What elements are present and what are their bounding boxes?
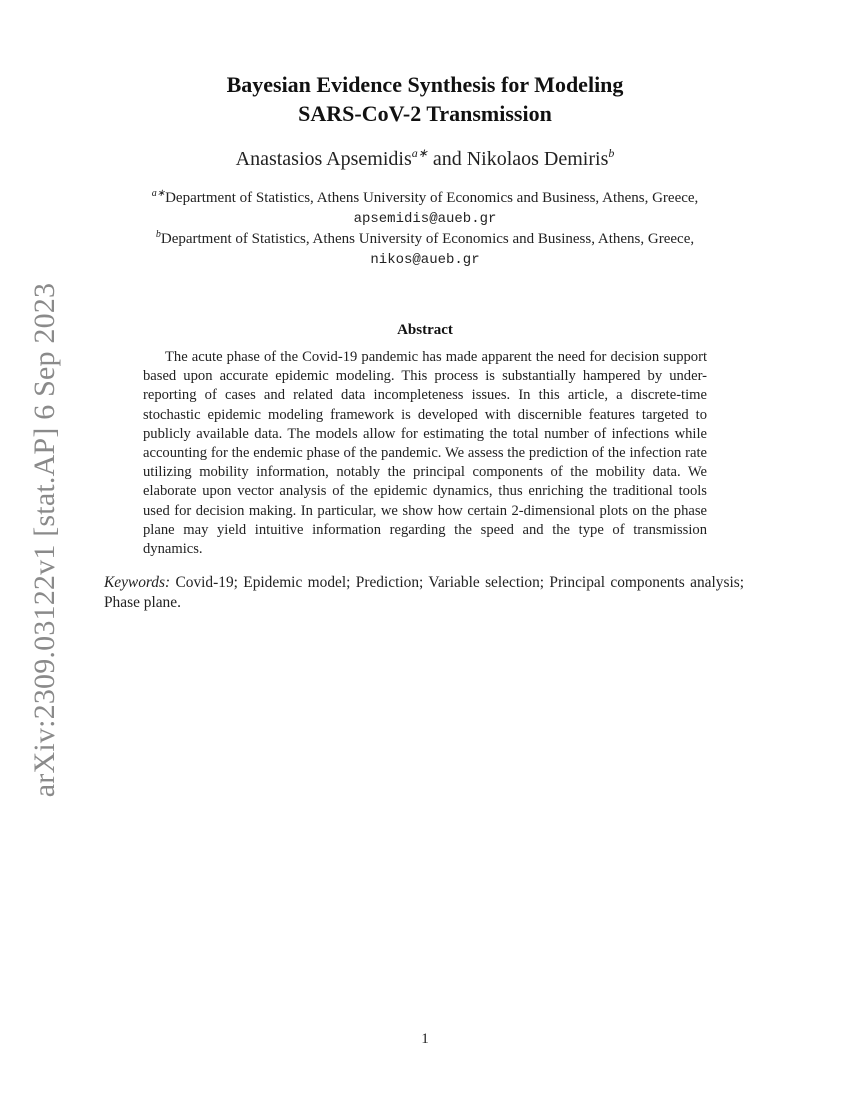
- author-name: Anastasios Apsemidis: [235, 148, 412, 170]
- author-list: [100, 146, 750, 172]
- title-line-1: Bayesian Evidence Synthesis for Modeling: [226, 72, 624, 97]
- page-number: 1: [421, 1031, 429, 1047]
- keywords-label: Keywords:: [104, 574, 171, 591]
- author-conjunction: and: [427, 148, 467, 170]
- affiliations: [100, 188, 750, 270]
- affiliation-text: Department of Statistics, Athens University of Economics and Business, Athens, Greece,: [160, 231, 695, 247]
- keywords-list: Covid-19; Epidemic model; Prediction; Variable selection; Principal components analysis; Phase plane.: [104, 574, 744, 611]
- affiliation-mark: b: [155, 229, 161, 240]
- keywords: [104, 573, 744, 613]
- email-link[interactable]: nikos@aueb.gr: [370, 252, 480, 268]
- email-link[interactable]: apsemidis@aueb.gr: [353, 211, 497, 227]
- paper-title: [100, 70, 750, 128]
- author-affiliation-mark: b: [608, 146, 615, 160]
- abstract-heading: Abstract: [397, 322, 453, 338]
- affiliation-text: Department of Statistics, Athens University of Economics and Business, Athens, Greece,: [165, 190, 699, 206]
- author-affiliation-mark: a∗: [411, 146, 428, 160]
- author-name: Nikolaos Demiris: [466, 148, 609, 170]
- title-line-2: SARS-CoV-2 Transmission: [298, 101, 552, 126]
- affiliation-mark: a∗: [151, 188, 166, 199]
- arxiv-identifier-stamp: arXiv:2309.03122v1 [stat.AP] 6 Sep 2023: [28, 282, 61, 798]
- abstract-text: The acute phase of the Covid-19 pandemic has made apparent the need for decision support based upon accurate epidemic modeling. This process is substantially hampered by under-reporting of cases and related data incompleteness issues. In this article, a discrete-time stochastic epidemic modeling framework is developed with discernible features targeted to publicly available data. The models allow for estimating the total number of infections while accounting for the endemic phase of the pandemic. We assess the prediction of the infection rate utilizing mobility information, notably the principal components of the mobility data. We elaborate upon vector analysis of the epidemic dynamics, thus enriching the traditional tools used for decision making. In particular, we show how certain 2-dimensional plots on the phase plane may yield intuitive information regarding the speed and the type of transmission dynamics.: [143, 349, 707, 558]
- affiliation-a: [100, 188, 750, 229]
- affiliation-b: [100, 229, 750, 270]
